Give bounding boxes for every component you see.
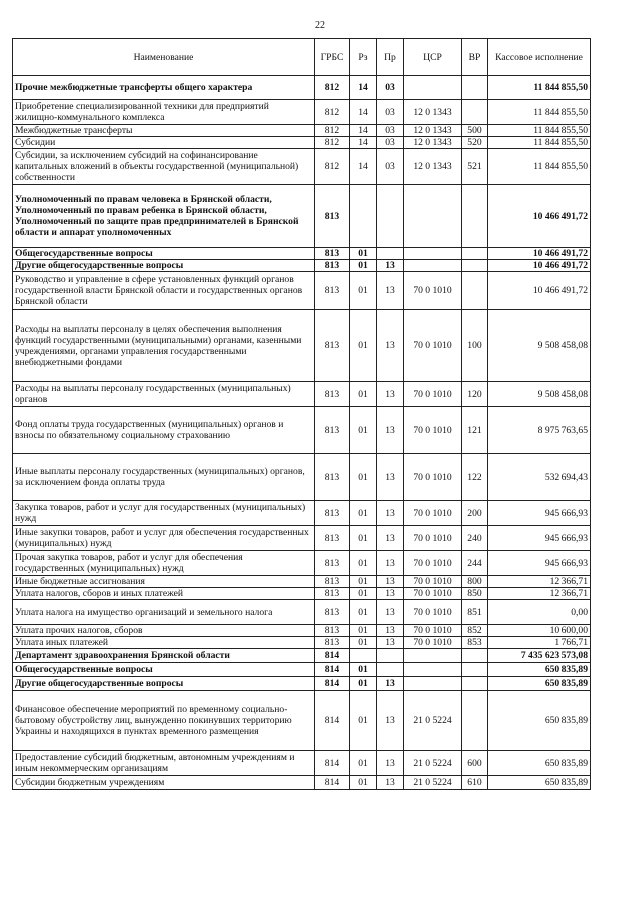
cell-pr: 13 <box>377 526 404 551</box>
cell-rz: 01 <box>350 272 377 310</box>
cell-name: Приобретение специализированной техники для предприятий жилищно-коммунального комплекса <box>13 100 315 125</box>
cell-pr: 03 <box>377 137 404 149</box>
cell-rz: 01 <box>350 454 377 501</box>
cell-name: Расходы на выплаты персоналу государственных (муниципальных) органов <box>13 382 315 407</box>
cell-amount: 11 844 855,50 <box>488 137 591 149</box>
cell-grbs: 813 <box>315 588 350 600</box>
cell-rz: 01 <box>350 382 377 407</box>
cell-amount: 10 466 491,72 <box>488 248 591 260</box>
table-row <box>13 649 591 663</box>
header-grbs: ГРБС <box>315 39 350 76</box>
budget-execution-table <box>12 38 591 790</box>
cell-grbs: 813 <box>315 185 350 248</box>
cell-amount: 945 666,93 <box>488 551 591 576</box>
cell-rz <box>350 185 377 248</box>
cell-grbs: 813 <box>315 526 350 551</box>
cell-grbs: 814 <box>315 677 350 691</box>
table-row <box>13 776 591 790</box>
cell-grbs: 813 <box>315 248 350 260</box>
cell-csr: 70 0 1010 <box>404 272 462 310</box>
header-name: Наименование <box>13 39 315 76</box>
cell-vr <box>462 649 488 663</box>
cell-vr: 521 <box>462 149 488 185</box>
cell-name: Закупка товаров, работ и услуг для государственных (муниципальных) нужд <box>13 501 315 526</box>
cell-amount: 532 694,43 <box>488 454 591 501</box>
cell-name: Расходы на выплаты персоналу в целях обеспечения выполнения функций государственными (муниципальными) органами, казенными учреждениями, органами управления государственными внебюджетными фондами <box>13 310 315 382</box>
cell-pr: 03 <box>377 125 404 137</box>
cell-grbs: 814 <box>315 649 350 663</box>
cell-rz: 01 <box>350 776 377 790</box>
cell-amount: 9 508 458,08 <box>488 382 591 407</box>
cell-grbs: 814 <box>315 751 350 776</box>
cell-csr: 12 0 1343 <box>404 100 462 125</box>
cell-pr: 03 <box>377 149 404 185</box>
cell-amount: 11 844 855,50 <box>488 149 591 185</box>
table-row <box>13 600 591 625</box>
cell-csr: 70 0 1010 <box>404 637 462 649</box>
cell-csr: 21 0 5224 <box>404 691 462 751</box>
table-row <box>13 576 591 588</box>
cell-pr: 13 <box>377 625 404 637</box>
cell-vr <box>462 76 488 100</box>
cell-name: Общегосударственные вопросы <box>13 248 315 260</box>
cell-amount: 8 975 763,65 <box>488 407 591 454</box>
table-row <box>13 260 591 272</box>
cell-vr <box>462 677 488 691</box>
cell-amount: 0,00 <box>488 600 591 625</box>
cell-name: Субсидии, за исключением субсидий на софинансирование капитальных вложений в объекты государственной (муниципальной) собственности <box>13 149 315 185</box>
cell-pr: 13 <box>377 776 404 790</box>
cell-amount: 945 666,93 <box>488 526 591 551</box>
cell-csr: 12 0 1343 <box>404 137 462 149</box>
cell-grbs: 812 <box>315 76 350 100</box>
cell-name: Межбюджетные трансферты <box>13 125 315 137</box>
table-row <box>13 677 591 691</box>
cell-grbs: 812 <box>315 100 350 125</box>
cell-rz: 14 <box>350 76 377 100</box>
cell-grbs: 814 <box>315 691 350 751</box>
cell-name: Фонд оплаты труда государственных (муниципальных) органов и взносы по обязательному социальному страхованию <box>13 407 315 454</box>
cell-name: Субсидии бюджетным учреждениям <box>13 776 315 790</box>
header-csr: ЦСР <box>404 39 462 76</box>
cell-pr: 13 <box>377 576 404 588</box>
table-row <box>13 588 591 600</box>
table-row <box>13 691 591 751</box>
cell-csr: 70 0 1010 <box>404 382 462 407</box>
cell-csr: 12 0 1343 <box>404 125 462 137</box>
cell-pr <box>377 185 404 248</box>
cell-vr: 800 <box>462 576 488 588</box>
cell-rz: 01 <box>350 588 377 600</box>
table-row <box>13 625 591 637</box>
cell-pr: 13 <box>377 751 404 776</box>
cell-rz: 14 <box>350 125 377 137</box>
header-amount: Кассовое исполнение <box>488 39 591 76</box>
cell-csr <box>404 260 462 272</box>
cell-vr <box>462 100 488 125</box>
cell-rz: 01 <box>350 260 377 272</box>
table-row <box>13 454 591 501</box>
table-row <box>13 407 591 454</box>
cell-csr <box>404 677 462 691</box>
cell-grbs: 813 <box>315 454 350 501</box>
cell-name: Финансовое обеспечение мероприятий по временному социально-бытовому обустройству лиц, вынужденно покинувших территорию Украины и находящихся в пунктах временного размещения <box>13 691 315 751</box>
cell-pr: 13 <box>377 677 404 691</box>
cell-grbs: 813 <box>315 382 350 407</box>
cell-vr: 500 <box>462 125 488 137</box>
cell-csr: 70 0 1010 <box>404 454 462 501</box>
cell-csr <box>404 185 462 248</box>
cell-grbs: 814 <box>315 663 350 677</box>
cell-pr: 13 <box>377 501 404 526</box>
cell-name: Общегосударственные вопросы <box>13 663 315 677</box>
table-row <box>13 248 591 260</box>
cell-csr <box>404 663 462 677</box>
cell-rz: 01 <box>350 310 377 382</box>
cell-rz: 01 <box>350 625 377 637</box>
table-row <box>13 185 591 248</box>
cell-name: Прочая закупка товаров, работ и услуг для обеспечения государственных (муниципальных) нужд <box>13 551 315 576</box>
cell-csr: 70 0 1010 <box>404 310 462 382</box>
cell-csr: 70 0 1010 <box>404 588 462 600</box>
cell-vr: 244 <box>462 551 488 576</box>
cell-vr <box>462 663 488 677</box>
cell-name: Уполномоченный по правам человека в Брянской области, Уполномоченный по правам ребенка в Брянской области, Уполномоченный по защите прав предпринимателей в Брянской области и аппарат уполномоченных <box>13 185 315 248</box>
cell-grbs: 813 <box>315 576 350 588</box>
cell-csr: 70 0 1010 <box>404 551 462 576</box>
cell-vr <box>462 248 488 260</box>
table-row <box>13 663 591 677</box>
cell-vr <box>462 272 488 310</box>
cell-grbs: 813 <box>315 260 350 272</box>
cell-grbs: 812 <box>315 149 350 185</box>
cell-vr <box>462 691 488 751</box>
cell-vr: 100 <box>462 310 488 382</box>
cell-csr: 12 0 1343 <box>404 149 462 185</box>
cell-amount: 7 435 623 573,08 <box>488 649 591 663</box>
cell-amount: 12 366,71 <box>488 588 591 600</box>
cell-pr: 03 <box>377 100 404 125</box>
cell-amount: 10 466 491,72 <box>488 185 591 248</box>
cell-name: Субсидии <box>13 137 315 149</box>
cell-amount: 10 600,00 <box>488 625 591 637</box>
cell-name: Прочие межбюджетные трансферты общего характера <box>13 76 315 100</box>
cell-rz: 01 <box>350 637 377 649</box>
cell-pr <box>377 248 404 260</box>
cell-rz: 01 <box>350 691 377 751</box>
cell-amount: 650 835,89 <box>488 751 591 776</box>
cell-pr: 13 <box>377 637 404 649</box>
cell-name: Уплата налогов, сборов и иных платежей <box>13 588 315 600</box>
cell-csr <box>404 649 462 663</box>
cell-amount: 650 835,89 <box>488 663 591 677</box>
cell-pr: 13 <box>377 588 404 600</box>
cell-amount: 12 366,71 <box>488 576 591 588</box>
cell-csr <box>404 76 462 100</box>
table-row <box>13 149 591 185</box>
cell-name: Предоставление субсидий бюджетным, автономным учреждениям и иным некоммерческим организациям <box>13 751 315 776</box>
cell-rz: 14 <box>350 100 377 125</box>
cell-vr <box>462 260 488 272</box>
cell-csr: 70 0 1010 <box>404 576 462 588</box>
cell-rz: 14 <box>350 137 377 149</box>
cell-rz: 01 <box>350 501 377 526</box>
cell-grbs: 814 <box>315 776 350 790</box>
cell-pr: 13 <box>377 691 404 751</box>
cell-vr: 122 <box>462 454 488 501</box>
cell-vr: 850 <box>462 588 488 600</box>
cell-rz: 01 <box>350 526 377 551</box>
cell-pr: 03 <box>377 76 404 100</box>
cell-grbs: 812 <box>315 137 350 149</box>
cell-vr: 120 <box>462 382 488 407</box>
cell-vr: 853 <box>462 637 488 649</box>
cell-rz: 01 <box>350 407 377 454</box>
cell-pr <box>377 649 404 663</box>
cell-csr: 21 0 5224 <box>404 751 462 776</box>
table-row <box>13 751 591 776</box>
cell-pr: 13 <box>377 382 404 407</box>
cell-rz: 14 <box>350 149 377 185</box>
cell-rz: 01 <box>350 248 377 260</box>
cell-name: Уплата иных платежей <box>13 637 315 649</box>
cell-rz: 01 <box>350 576 377 588</box>
cell-grbs: 813 <box>315 625 350 637</box>
cell-csr: 70 0 1010 <box>404 526 462 551</box>
cell-name: Иные закупки товаров, работ и услуг для обеспечения государственных (муниципальных) нужд <box>13 526 315 551</box>
cell-csr: 70 0 1010 <box>404 407 462 454</box>
table-header-row <box>13 39 591 76</box>
table-row <box>13 137 591 149</box>
cell-name: Уплата прочих налогов, сборов <box>13 625 315 637</box>
cell-amount: 650 835,89 <box>488 776 591 790</box>
table-row <box>13 310 591 382</box>
cell-grbs: 813 <box>315 407 350 454</box>
cell-grbs: 813 <box>315 272 350 310</box>
cell-amount: 10 466 491,72 <box>488 260 591 272</box>
table-row <box>13 125 591 137</box>
cell-csr: 21 0 5224 <box>404 776 462 790</box>
page-number: 22 <box>315 20 325 31</box>
cell-grbs: 813 <box>315 501 350 526</box>
cell-name: Иные бюджетные ассигнования <box>13 576 315 588</box>
cell-vr: 610 <box>462 776 488 790</box>
table-row <box>13 100 591 125</box>
cell-amount: 9 508 458,08 <box>488 310 591 382</box>
cell-amount: 10 466 491,72 <box>488 272 591 310</box>
cell-vr: 520 <box>462 137 488 149</box>
cell-csr: 70 0 1010 <box>404 600 462 625</box>
cell-vr: 600 <box>462 751 488 776</box>
cell-csr <box>404 248 462 260</box>
cell-rz: 01 <box>350 551 377 576</box>
cell-name: Другие общегосударственные вопросы <box>13 260 315 272</box>
cell-amount: 11 844 855,50 <box>488 100 591 125</box>
cell-amount: 11 844 855,50 <box>488 76 591 100</box>
cell-amount: 945 666,93 <box>488 501 591 526</box>
table-row <box>13 637 591 649</box>
cell-csr: 70 0 1010 <box>404 501 462 526</box>
header-vr: ВР <box>462 39 488 76</box>
cell-vr: 240 <box>462 526 488 551</box>
cell-name: Руководство и управление в сфере установленных функций органов государственной власти Брянской области и государственных органов Брянской области <box>13 272 315 310</box>
table-row <box>13 526 591 551</box>
cell-vr: 200 <box>462 501 488 526</box>
table-body <box>13 76 591 790</box>
cell-pr: 13 <box>377 272 404 310</box>
header-pr: Пр <box>377 39 404 76</box>
cell-grbs: 813 <box>315 551 350 576</box>
table-row <box>13 501 591 526</box>
cell-rz: 01 <box>350 751 377 776</box>
cell-pr: 13 <box>377 551 404 576</box>
cell-pr <box>377 663 404 677</box>
cell-name: Иные выплаты персоналу государственных (муниципальных) органов, за исключением фонда оплаты труда <box>13 454 315 501</box>
cell-vr: 852 <box>462 625 488 637</box>
cell-pr: 13 <box>377 310 404 382</box>
cell-grbs: 812 <box>315 125 350 137</box>
cell-pr: 13 <box>377 600 404 625</box>
table-row <box>13 551 591 576</box>
cell-name: Департамент здравоохранения Брянской области <box>13 649 315 663</box>
cell-grbs: 813 <box>315 600 350 625</box>
cell-grbs: 813 <box>315 637 350 649</box>
cell-vr <box>462 185 488 248</box>
cell-amount: 1 766,71 <box>488 637 591 649</box>
cell-vr: 121 <box>462 407 488 454</box>
cell-name: Уплата налога на имущество организаций и земельного налога <box>13 600 315 625</box>
cell-rz: 01 <box>350 677 377 691</box>
cell-amount: 650 835,89 <box>488 691 591 751</box>
table-row <box>13 382 591 407</box>
cell-grbs: 813 <box>315 310 350 382</box>
cell-pr: 13 <box>377 407 404 454</box>
cell-csr: 70 0 1010 <box>404 625 462 637</box>
cell-rz: 01 <box>350 663 377 677</box>
cell-rz: 01 <box>350 600 377 625</box>
table-row <box>13 76 591 100</box>
table-row <box>13 272 591 310</box>
header-rz: Рз <box>350 39 377 76</box>
cell-pr: 13 <box>377 260 404 272</box>
cell-vr: 851 <box>462 600 488 625</box>
cell-pr: 13 <box>377 454 404 501</box>
cell-amount: 11 844 855,50 <box>488 125 591 137</box>
cell-name: Другие общегосударственные вопросы <box>13 677 315 691</box>
cell-amount: 650 835,89 <box>488 677 591 691</box>
cell-rz <box>350 649 377 663</box>
